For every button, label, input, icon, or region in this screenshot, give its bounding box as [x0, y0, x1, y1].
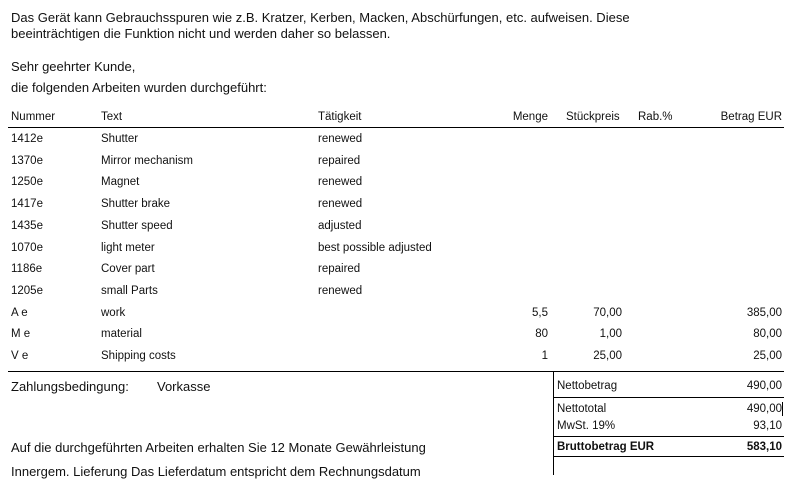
- header-menge: Menge: [512, 111, 548, 123]
- warranty-note: Auf die durchgeführten Arbeiten erhalten Sie 12 Monate Gewährleistung: [11, 440, 426, 455]
- header-nummer: Nummer: [11, 111, 56, 123]
- header-rabatt: Rab.%: [638, 111, 673, 123]
- cell-text: Shipping costs: [101, 350, 176, 362]
- cell-taetigkeit: renewed: [318, 198, 363, 210]
- brutto-divider: [553, 456, 784, 457]
- notice-line-1: Das Gerät kann Gebrauchsspuren wie z.B. Kratzer, Kerben, Macken, Abschürfungen, etc. aufweisen. Diese: [11, 10, 630, 25]
- header-taetigkeit: Tätigkeit: [318, 111, 362, 123]
- mwst-label: MwSt. 19%: [557, 420, 616, 432]
- netto-label: Nettobetrag: [557, 380, 618, 392]
- cell-nummer: 1370e: [11, 155, 43, 167]
- cell-betrag: 80,00: [753, 328, 782, 340]
- payment-value: Vorkasse: [157, 379, 211, 394]
- cell-nummer: 1435e: [11, 220, 43, 232]
- cell-text: Cover part: [101, 263, 155, 275]
- notice-line-2: beeinträchtigen die Funktion nicht und werden daher so belassen.: [11, 26, 391, 41]
- header-divider: [8, 127, 784, 128]
- cell-text: light meter: [101, 242, 155, 254]
- brutto-value: 583,10: [746, 441, 782, 453]
- totals-left-border: [553, 372, 554, 475]
- cell-text: Mirror mechanism: [101, 155, 194, 167]
- cell-nummer: 1205e: [11, 285, 43, 297]
- cell-taetigkeit: best possible adjusted: [318, 242, 432, 254]
- cell-nummer: V e: [11, 350, 29, 362]
- netto-value: 490,00: [746, 380, 782, 392]
- cell-text: Shutter speed: [101, 220, 173, 232]
- cell-nummer: 1186e: [11, 263, 43, 275]
- cell-text: Magnet: [101, 176, 140, 188]
- netto-divider: [553, 397, 784, 398]
- cell-menge: 80: [535, 328, 548, 340]
- cell-text: work: [101, 307, 126, 319]
- cell-stueckpreis: 1,00: [599, 328, 622, 340]
- cell-stueckpreis: 70,00: [593, 307, 622, 319]
- mwst-value: 93,10: [753, 420, 782, 432]
- cell-taetigkeit: renewed: [318, 285, 363, 297]
- cell-nummer: M e: [11, 328, 31, 340]
- cell-betrag: 25,00: [753, 350, 782, 362]
- cell-stueckpreis: 25,00: [593, 350, 622, 362]
- cell-betrag: 385,00: [746, 307, 782, 319]
- nettototal-value: 490,00: [746, 403, 782, 415]
- cell-nummer: 1070e: [11, 242, 43, 254]
- header-text: Text: [101, 111, 123, 123]
- cell-menge: 1: [541, 350, 548, 362]
- brutto-label: Bruttobetrag EUR: [557, 441, 655, 453]
- cell-taetigkeit: renewed: [318, 133, 363, 145]
- totals-divider: [8, 371, 784, 372]
- cell-taetigkeit: repaired: [318, 263, 361, 275]
- cell-nummer: 1417e: [11, 198, 43, 210]
- cell-text: material: [101, 328, 142, 340]
- payment-label: Zahlungsbedingung:: [11, 379, 129, 394]
- cell-nummer: A e: [11, 307, 28, 319]
- salutation: Sehr geehrter Kunde,: [11, 59, 136, 74]
- cell-text: Shutter: [101, 133, 139, 145]
- mwst-divider: [553, 436, 784, 437]
- delivery-note: Innergem. Lieferung Das Lieferdatum entspricht dem Rechnungsdatum: [11, 464, 421, 479]
- nettototal-label: Nettototal: [557, 403, 607, 415]
- cell-taetigkeit: adjusted: [318, 220, 362, 232]
- cell-text: Shutter brake: [101, 198, 171, 210]
- cell-nummer: 1412e: [11, 133, 43, 145]
- header-stueckpreis: Stückpreis: [566, 111, 620, 123]
- cell-menge: 5,5: [532, 307, 548, 319]
- cell-text: small Parts: [101, 285, 158, 297]
- header-betrag: Betrag EUR: [720, 111, 782, 123]
- text-cursor: [782, 402, 783, 416]
- cell-nummer: 1250e: [11, 176, 43, 188]
- cell-taetigkeit: repaired: [318, 155, 361, 167]
- cell-taetigkeit: renewed: [318, 176, 363, 188]
- intro-text: die folgenden Arbeiten wurden durchgeführt:: [11, 80, 267, 95]
